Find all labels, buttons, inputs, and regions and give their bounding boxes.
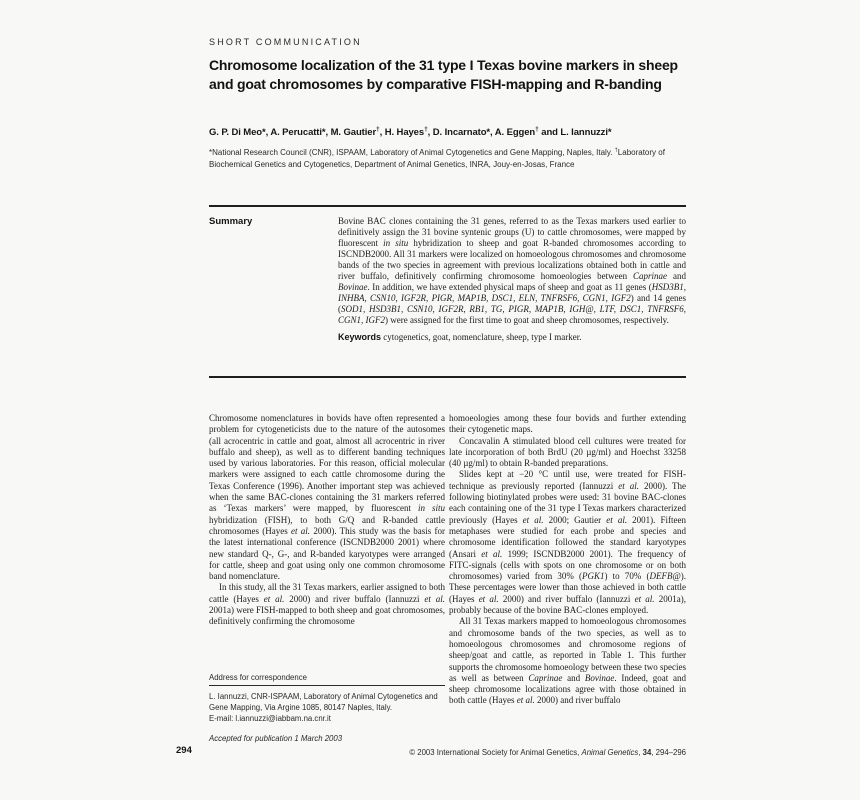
body-paragraph: homoeologies among these four bovids and further extending their cytogenetic maps.: [449, 413, 686, 435]
summary-text: Bovine BAC clones containing the 31 genes, referred to as the Texas markers used earlier to definitively assign the 31 bovine syntenic groups (U) to cattle chromosomes, were mapped by fluorescent in situ hybridization to sheep and goat R-banded chromosomes according to ISCNDB2000. All 31 markers were localized on homoeologous chromosomes and chromosome bands of the two species in agreement with previous localizations obtained both in cattle and river buffalo, definitively confirming chromosome homoeologies between Caprinae and Bovinae. In addition, we have extended physical maps of sheep and goat as 11 genes (HSD3B1, INHBA, CSN10, IGF2R, PIGR, MAP1B, DSC1, ELN, TNFRSF6, CGN1, IGF2) and 14 genes (SOD1, HSD3B1, CSN10, IGF2R, RB1, TG, PIGR, MAP1B, IGH@, LTF, DSC1, TNFRSF6, CGN1, IGF2) were assigned for the first time to goat and sheep chromosomes, respectively.: [338, 216, 687, 325]
summary-section: [209, 216, 686, 343]
affiliations: *National Research Council (CNR), ISPAAM, Laboratory of Animal Cytogenetics and Gene Mapping, Naples, Italy. †Laboratory of Biochemical Genetics and Cytogenetics, Department of Animal Genetics, INRA, Jouy-en-Josas, France: [209, 147, 665, 169]
correspondence-heading: Address for correspondence: [209, 673, 307, 682]
divider-middle: [209, 376, 686, 378]
authors-line: G. P. Di Meo*, A. Perucatti*, M. Gautier†, H. Hayes†, D. Incarnato*, A. Eggen† and L. Iannuzzi*: [209, 125, 612, 138]
correspondence-block: [209, 672, 445, 744]
body-right-column: [449, 413, 686, 748]
body-paragraph: Slides kept at −20 °C until use, were treated for FISH-technique as previously reported (Iannuzzi et al. 2000). The following biotinylated probes were used: 31 bovine BAC-clones each containing one of the 31 type I Texas markers characterized previously (Hayes et al. 2000; Gautier et al. 2001). Fifteen metaphases were studied for each probe and species and chromosome identification followed the standard karyotypes (Ansari et al. 1999; ISCNDB2000 2001). The frequency of FITC-signals (cells with spots on one chromosome or on both chromosomes) varied from 30% (PGK1) to 70% (DEFB@). These percentages were lower than those achieved in both cattle (Hayes et al. 2000) and river buffalo (Iannuzzi et al. 2001a), probably because of the bovine BAC-clones employed.: [449, 469, 686, 616]
article-title: Chromosome localization of the 31 type I Texas bovine markers in sheep and goat chromosomes by comparative FISH-mapping and R-banding: [209, 57, 678, 92]
keywords-label: Keywords: [338, 332, 382, 342]
copyright-line: © 2003 International Society for Animal Genetics, Animal Genetics, 34, 294–296: [409, 748, 686, 757]
correspondence-divider: [209, 685, 445, 686]
correspondence-email: E-mail: l.iannuzzi@iabbam.na.cnr.it: [209, 714, 331, 723]
body-paragraph: In this study, all the 31 Texas markers, earlier assigned to both cattle (Hayes et al. 2000) and river buffalo (Iannuzzi et al. 2001a) were FISH-mapped to both sheep and goat chromosomes, definitively confirming the chromosome: [209, 582, 445, 627]
summary-body: [338, 216, 686, 343]
accepted-note: Accepted for publication 1 March 2003: [209, 734, 343, 743]
divider-top: [209, 205, 686, 207]
page-number: 294: [176, 745, 192, 756]
keywords-text: cytogenetics, goat, nomenclature, sheep, type I marker.: [381, 332, 582, 342]
body-paragraph: Chromosome nomenclatures in bovids have often represented a problem for cytogeneticists due to the nature of the autosomes (all acrocentric in cattle and goat, almost all acrocentric in river buffalo and sheep), as well as to different banding techniques used by various laboratories. For this reason, official molecular markers were assigned to each cattle chromosome during the Texas Conference (1996). Another important step was achieved when the same BAC-clones containing the 31 markers referred as ‘Texas markers’ were mapped, by fluorescent in situ hybridization (FISH), to both G/Q and R-banded cattle chromosomes (Hayes et al. 2000). This study was the basis for the latest international conference (ISCNDB2000 2001) where new standard Q-, G-, and R-banded karyotypes were arranged for cattle, sheep and goat using only one common chromosome band nomenclature.: [209, 413, 445, 582]
correspondence-address: L. Iannuzzi, CNR-ISPAAM, Laboratory of Animal Cytogenetics and Gene Mapping, Via Argine 1085, 80147 Naples, Italy.: [209, 692, 438, 712]
body-left-column: [209, 413, 445, 667]
body-paragraph: Concavalin A stimulated blood cell cultures were treated for late incorporation of both BrdU (20 µg/ml) and Hoechst 33258 (40 µg/ml) to obtain R-banded preparations.: [449, 435, 686, 469]
summary-label: Summary: [209, 216, 253, 227]
body-paragraph: All 31 Texas markers mapped to homoeologous chromosomes and chromosome bands of the two species, as well as to homoeologous chromosomes and chromosome regions of sheep/goat and cattle, as reported in Table 1. This further supports the chromosome homoeology between these two species as well as between Caprinae and Bovinae. Indeed, goat and sheep chromosome localizations agree with those obtained in both cattle (Hayes et al. 2000) and river buffalo: [449, 616, 686, 706]
keywords-line: [338, 332, 686, 343]
section-label: SHORT COMMUNICATION: [209, 37, 362, 47]
